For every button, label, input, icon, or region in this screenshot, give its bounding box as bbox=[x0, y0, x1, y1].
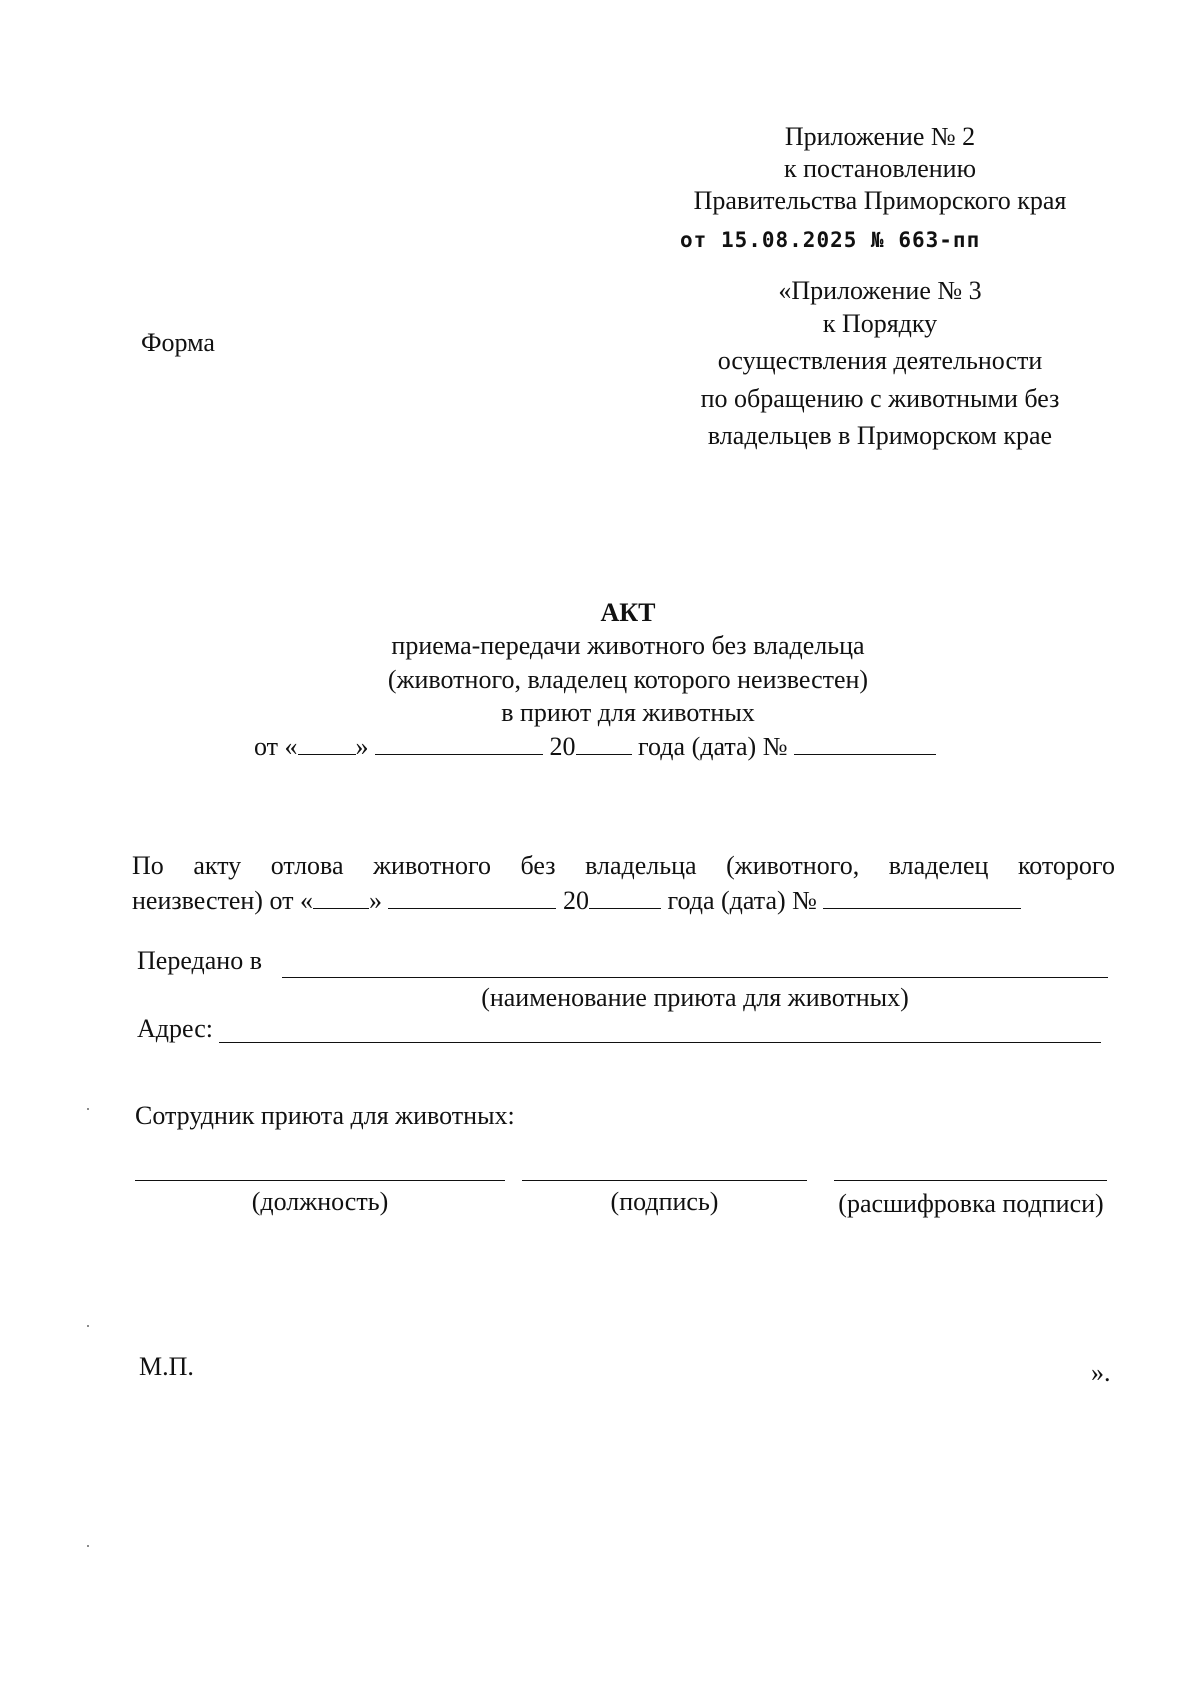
shelter-name-blank[interactable] bbox=[282, 977, 1108, 978]
para-word: животного bbox=[373, 851, 491, 880]
act-year-suffix: года (дата) № bbox=[638, 732, 788, 761]
decree-reference bbox=[680, 224, 980, 256]
para-word: которого bbox=[1017, 851, 1115, 880]
para-month-blank[interactable] bbox=[388, 884, 556, 909]
decree-number: 663-пп bbox=[898, 228, 981, 252]
para-word: без bbox=[520, 851, 556, 880]
scan-speck bbox=[87, 1108, 89, 1110]
position-blank[interactable] bbox=[135, 1180, 505, 1181]
scan-speck bbox=[87, 1545, 89, 1547]
annex-line-1: «Приложение № 3 bbox=[778, 276, 982, 305]
act-title: АКТ bbox=[600, 598, 656, 627]
para-line-2 bbox=[132, 884, 1021, 917]
act-number-blank[interactable] bbox=[794, 730, 936, 755]
para-number-blank[interactable] bbox=[823, 884, 1021, 909]
annex-line-4: по обращению с животными без bbox=[700, 384, 1060, 413]
para-year-blank[interactable] bbox=[589, 884, 661, 909]
para-day-blank[interactable] bbox=[313, 884, 369, 909]
appendix-title: Приложение № 2 bbox=[784, 122, 976, 151]
para-year-prefix: 20 bbox=[562, 886, 589, 915]
annex-line-5: владельцев в Приморском крае bbox=[707, 421, 1053, 450]
signature-blank[interactable] bbox=[522, 1180, 807, 1181]
address-blank[interactable] bbox=[219, 1042, 1101, 1043]
para-word: (животного, bbox=[726, 851, 860, 880]
para-word: отлова bbox=[270, 851, 344, 880]
decryption-blank[interactable] bbox=[834, 1180, 1107, 1181]
scan-speck bbox=[87, 1325, 89, 1327]
act-subtitle-1: приема-передачи животного без владельца bbox=[391, 631, 865, 660]
shelter-caption: (наименование приюта для животных) bbox=[481, 983, 909, 1012]
act-subtitle-3: в приют для животных bbox=[501, 698, 755, 727]
para-line-1 bbox=[132, 850, 1115, 882]
closing-quote: ». bbox=[1091, 1358, 1111, 1387]
annex-line-3: осуществления деятельности bbox=[717, 346, 1043, 375]
position-caption: (должность) bbox=[251, 1187, 389, 1216]
para-word: акту bbox=[193, 851, 242, 880]
act-month-blank[interactable] bbox=[375, 730, 543, 755]
stamp-place: М.П. bbox=[139, 1352, 194, 1381]
act-subtitle-2: (животного, владелец которого неизвестен) bbox=[387, 665, 869, 694]
para-word: владельца bbox=[585, 851, 697, 880]
decree-prefix: от bbox=[680, 228, 708, 252]
act-year-blank[interactable] bbox=[576, 730, 632, 755]
decree-date: 15.08.2025 bbox=[720, 228, 858, 252]
para-word: По bbox=[132, 851, 164, 880]
para-close-quote: » bbox=[368, 886, 382, 915]
government-name: Правительства Приморского края bbox=[693, 186, 1067, 215]
act-date-close-quote: » bbox=[355, 732, 369, 761]
decree-number-sign: № bbox=[871, 228, 885, 252]
signature-caption: (подпись) bbox=[610, 1187, 719, 1216]
to-resolution: к постановлению bbox=[783, 154, 977, 183]
annex-line-2: к Порядку bbox=[822, 309, 938, 338]
act-date-line bbox=[254, 730, 936, 763]
act-year-prefix: 20 bbox=[549, 732, 576, 761]
para-year-suffix: года (дата) № bbox=[667, 886, 817, 915]
act-day-blank[interactable] bbox=[298, 730, 356, 755]
act-date-from: от « bbox=[254, 732, 298, 761]
transferred-to-label: Передано в bbox=[137, 946, 262, 975]
para-date-start: неизвестен) от « bbox=[132, 886, 313, 915]
address-label: Адрес: bbox=[137, 1014, 213, 1043]
para-word: владелец bbox=[888, 851, 989, 880]
form-label: Форма bbox=[141, 328, 215, 357]
decryption-caption: (расшифровка подписи) bbox=[838, 1189, 1104, 1218]
employee-label: Сотрудник приюта для животных: bbox=[135, 1101, 515, 1130]
